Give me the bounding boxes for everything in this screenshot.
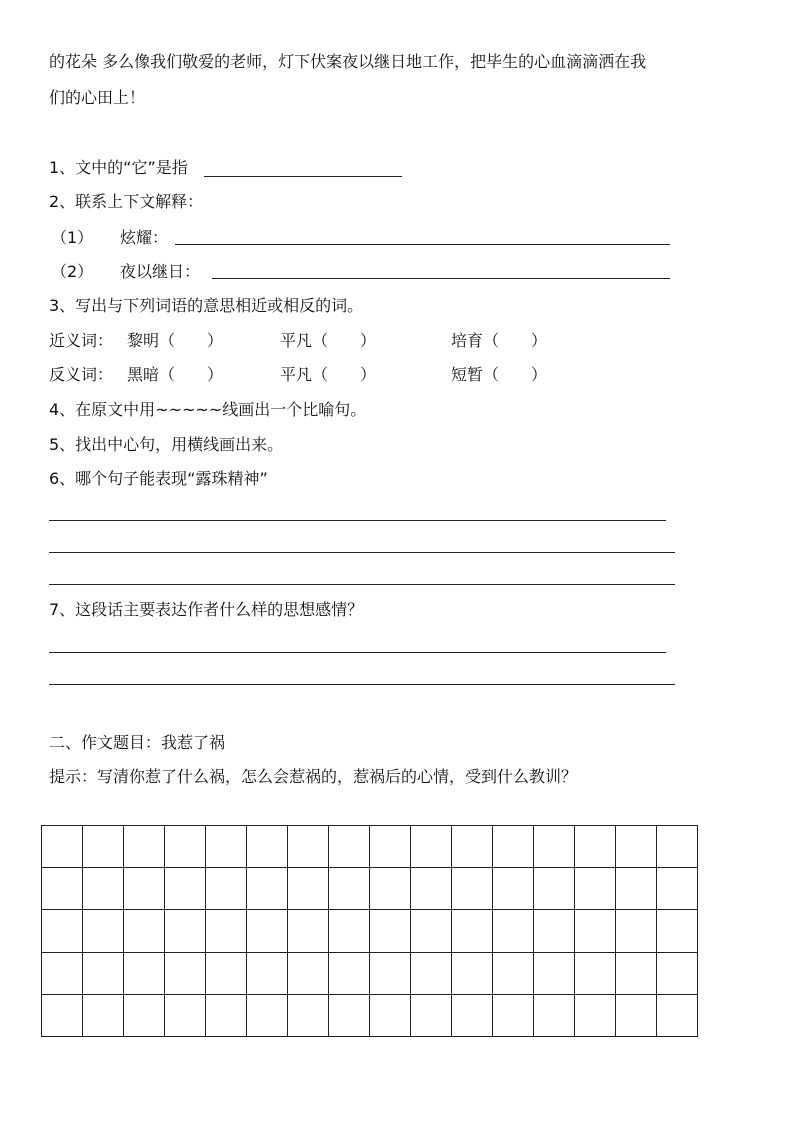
grid-cell[interactable] bbox=[370, 994, 411, 1036]
grid-cell[interactable] bbox=[83, 868, 124, 910]
question-5: 5、找出中心句，用横线画出来。 bbox=[49, 435, 284, 454]
grid-cell[interactable] bbox=[616, 910, 657, 952]
grid-cell[interactable] bbox=[534, 910, 575, 952]
grid-row bbox=[42, 952, 698, 994]
grid-cell[interactable] bbox=[493, 910, 534, 952]
grid-cell[interactable] bbox=[493, 994, 534, 1036]
passage-line-1: 的花朵 多么像我们敬爱的老师，灯下伏案夜以继日地工作，把毕生的心血滴滴洒在我 bbox=[49, 52, 647, 71]
grid-cell[interactable] bbox=[411, 910, 452, 952]
grid-cell[interactable] bbox=[124, 910, 165, 952]
grid-cell[interactable] bbox=[247, 868, 288, 910]
grid-cell[interactable] bbox=[452, 952, 493, 994]
antonym-item-1: 黑暗（ ） bbox=[127, 365, 224, 384]
grid-cell[interactable] bbox=[575, 868, 616, 910]
grid-cell[interactable] bbox=[42, 994, 83, 1036]
grid-cell[interactable] bbox=[370, 868, 411, 910]
answer-line-q7-2[interactable] bbox=[49, 684, 675, 685]
grid-cell[interactable] bbox=[206, 910, 247, 952]
grid-cell[interactable] bbox=[370, 826, 411, 868]
grid-cell[interactable] bbox=[616, 994, 657, 1036]
grid-cell[interactable] bbox=[657, 910, 698, 952]
grid-cell[interactable] bbox=[616, 952, 657, 994]
question-4: 4、在原文中用~~~~~线画出一个比喻句。 bbox=[49, 400, 367, 419]
grid-cell[interactable] bbox=[452, 868, 493, 910]
answer-line-q6-3[interactable] bbox=[49, 584, 675, 585]
grid-cell[interactable] bbox=[288, 910, 329, 952]
grid-cell[interactable] bbox=[206, 826, 247, 868]
grid-cell[interactable] bbox=[247, 826, 288, 868]
grid-cell[interactable] bbox=[124, 994, 165, 1036]
grid-cell[interactable] bbox=[165, 826, 206, 868]
question-7: 7、这段话主要表达作者什么样的思想感情？ bbox=[49, 600, 364, 619]
grid-cell[interactable] bbox=[575, 910, 616, 952]
answer-line-q2-2[interactable] bbox=[212, 278, 670, 279]
grid-cell[interactable] bbox=[534, 994, 575, 1036]
grid-cell[interactable] bbox=[288, 826, 329, 868]
answer-line-q7-1[interactable] bbox=[49, 652, 666, 653]
grid-cell[interactable] bbox=[616, 826, 657, 868]
passage-line-2: 们的心田上！ bbox=[49, 88, 146, 107]
grid-cell[interactable] bbox=[493, 952, 534, 994]
grid-cell[interactable] bbox=[493, 826, 534, 868]
grid-row bbox=[42, 910, 698, 952]
grid-cell[interactable] bbox=[329, 826, 370, 868]
grid-cell[interactable] bbox=[165, 994, 206, 1036]
grid-cell[interactable] bbox=[42, 952, 83, 994]
grid-cell[interactable] bbox=[575, 952, 616, 994]
grid-row bbox=[42, 868, 698, 910]
grid-cell[interactable] bbox=[206, 952, 247, 994]
antonym-item-3: 短暂（ ） bbox=[451, 365, 548, 384]
question-2-2-word: 夜以继日： bbox=[120, 262, 201, 281]
grid-cell[interactable] bbox=[411, 826, 452, 868]
composition-writing-grid[interactable] bbox=[41, 825, 698, 1037]
question-2-2-number: （2） bbox=[51, 262, 94, 281]
answer-line-q2-1[interactable] bbox=[175, 244, 670, 245]
grid-cell[interactable] bbox=[329, 952, 370, 994]
composition-hint: 提示：写清你惹了什么祸，怎么会惹祸的，惹祸后的心情，受到什么教训？ bbox=[49, 767, 578, 786]
grid-cell[interactable] bbox=[534, 826, 575, 868]
grid-cell[interactable] bbox=[534, 952, 575, 994]
grid-cell[interactable] bbox=[206, 868, 247, 910]
grid-cell[interactable] bbox=[288, 868, 329, 910]
grid-cell[interactable] bbox=[329, 994, 370, 1036]
grid-cell[interactable] bbox=[247, 952, 288, 994]
grid-cell[interactable] bbox=[165, 910, 206, 952]
grid-cell[interactable] bbox=[370, 952, 411, 994]
grid-cell[interactable] bbox=[657, 952, 698, 994]
grid-cell[interactable] bbox=[329, 910, 370, 952]
grid-cell[interactable] bbox=[657, 868, 698, 910]
grid-cell[interactable] bbox=[575, 994, 616, 1036]
grid-cell[interactable] bbox=[124, 826, 165, 868]
grid-cell[interactable] bbox=[411, 994, 452, 1036]
grid-cell[interactable] bbox=[83, 826, 124, 868]
question-1: 1、文中的“它”是指 bbox=[49, 158, 188, 177]
grid-cell[interactable] bbox=[206, 994, 247, 1036]
grid-cell[interactable] bbox=[42, 910, 83, 952]
answer-line-q6-1[interactable] bbox=[49, 520, 666, 521]
grid-cell[interactable] bbox=[657, 826, 698, 868]
question-2-1-number: （1） bbox=[51, 228, 94, 247]
grid-cell[interactable] bbox=[165, 952, 206, 994]
grid-cell[interactable] bbox=[411, 868, 452, 910]
grid-cell[interactable] bbox=[247, 910, 288, 952]
question-6: 6、哪个句子能表现“露珠精神” bbox=[49, 469, 268, 488]
question-2: 2、联系上下文解释： bbox=[49, 192, 204, 211]
grid-cell[interactable] bbox=[124, 952, 165, 994]
grid-cell[interactable] bbox=[452, 826, 493, 868]
grid-cell[interactable] bbox=[575, 826, 616, 868]
grid-cell[interactable] bbox=[657, 994, 698, 1036]
answer-line-q6-2[interactable] bbox=[49, 552, 675, 553]
grid-cell[interactable] bbox=[288, 994, 329, 1036]
grid-cell[interactable] bbox=[83, 952, 124, 994]
grid-cell[interactable] bbox=[616, 868, 657, 910]
synonym-item-1: 黎明（ ） bbox=[127, 331, 224, 350]
grid-cell[interactable] bbox=[288, 952, 329, 994]
grid-cell[interactable] bbox=[83, 910, 124, 952]
grid-cell[interactable] bbox=[247, 994, 288, 1036]
grid-cell[interactable] bbox=[42, 826, 83, 868]
antonym-label: 反义词： bbox=[49, 365, 114, 384]
question-2-1-word: 炫耀： bbox=[120, 228, 169, 247]
grid-cell[interactable] bbox=[452, 994, 493, 1036]
antonym-item-2: 平凡（ ） bbox=[280, 365, 377, 384]
grid-cell[interactable] bbox=[124, 868, 165, 910]
grid-row bbox=[42, 826, 698, 868]
grid-cell[interactable] bbox=[534, 868, 575, 910]
grid-cell[interactable] bbox=[411, 952, 452, 994]
grid-cell[interactable] bbox=[329, 868, 370, 910]
composition-heading: 二、作文题目：我惹了祸 bbox=[49, 733, 226, 752]
grid-cell[interactable] bbox=[83, 994, 124, 1036]
grid-row bbox=[42, 994, 698, 1036]
grid-cell[interactable] bbox=[165, 868, 206, 910]
grid-cell[interactable] bbox=[42, 868, 83, 910]
synonym-label: 近义词： bbox=[49, 331, 114, 350]
answer-line-q1[interactable] bbox=[204, 176, 402, 177]
question-3: 3、写出与下列词语的意思相近或相反的词。 bbox=[49, 296, 364, 315]
grid-cell[interactable] bbox=[493, 868, 534, 910]
synonym-item-3: 培育（ ） bbox=[451, 331, 548, 350]
grid-cell[interactable] bbox=[370, 910, 411, 952]
synonym-item-2: 平凡（ ） bbox=[280, 331, 377, 350]
grid-cell[interactable] bbox=[452, 910, 493, 952]
